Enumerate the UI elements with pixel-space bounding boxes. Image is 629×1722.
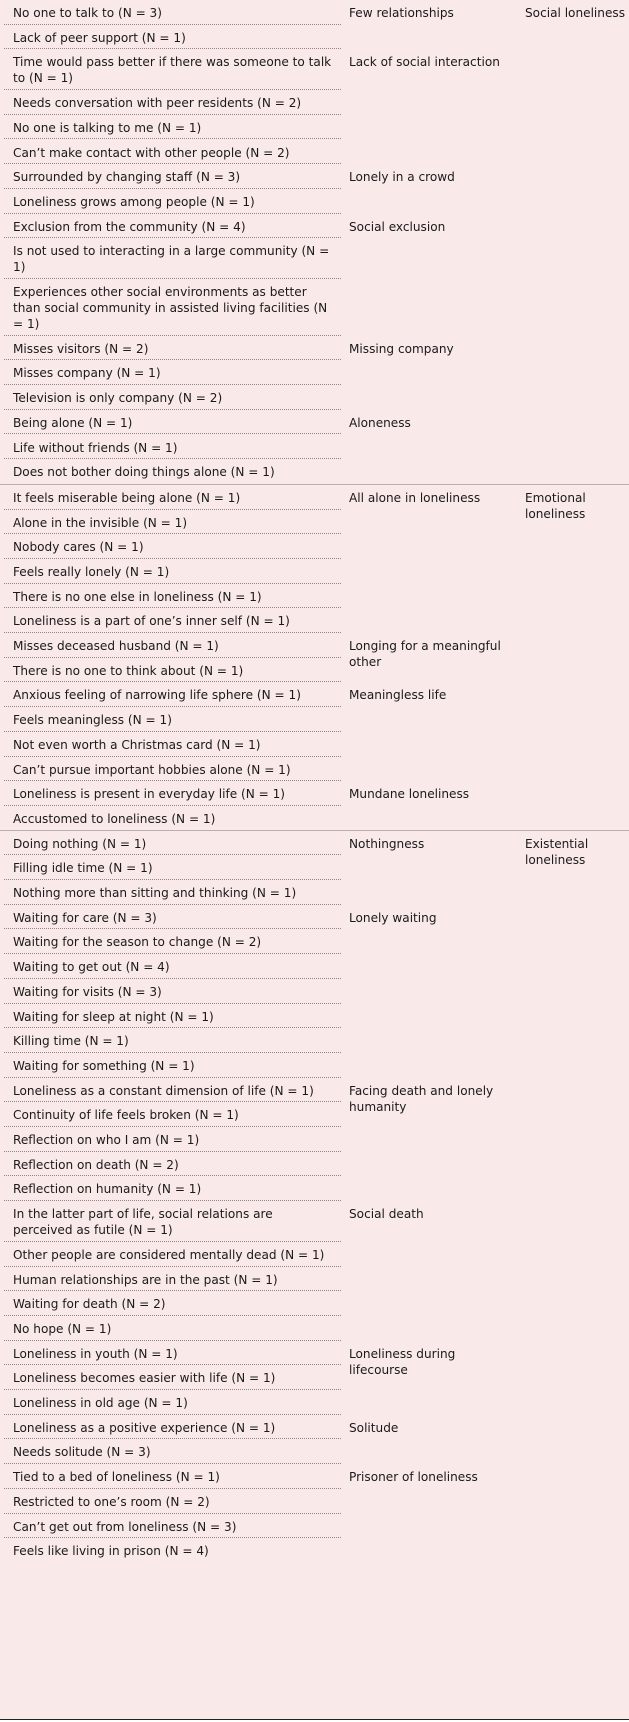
- item-cell: Exclusion from the community (N = 4): [4, 214, 341, 239]
- item-cell: Anxious feeling of narrowing life sphere (N = 1): [4, 682, 341, 707]
- item-cell: Needs conversation with peer residents (N = 2): [4, 90, 341, 115]
- subtheme-label: Lonely waiting: [349, 910, 437, 925]
- item-cell: Needs solitude (N = 3): [4, 1439, 341, 1464]
- item-cell: Feels meaningless (N = 1): [4, 707, 341, 732]
- item-cell: Reflection on who I am (N = 1): [4, 1127, 341, 1152]
- item-cell: Can’t get out from loneliness (N = 3): [4, 1514, 341, 1539]
- item-cell: Can’t pursue important hobbies alone (N = 1): [4, 757, 341, 782]
- item-cell: Being alone (N = 1): [4, 410, 341, 435]
- item-cell: Misses company (N = 1): [4, 360, 341, 385]
- item-cell: Misses visitors (N = 2): [4, 336, 341, 361]
- item-cell: Can’t make contact with other people (N = 2): [4, 140, 341, 165]
- subtheme-label: Lonely in a crowd: [349, 170, 455, 185]
- item-cell: Waiting for death (N = 2): [4, 1291, 341, 1316]
- item-cell: Feels like living in prison (N = 4): [13, 1544, 209, 1559]
- item-cell: Alone in the invisible (N = 1): [4, 510, 341, 535]
- item-cell: Waiting for something (N = 1): [4, 1053, 341, 1078]
- theme-label: Existential loneliness: [525, 836, 589, 867]
- item-cell: No hope (N = 1): [4, 1316, 341, 1341]
- item-cell: Waiting for care (N = 3): [4, 905, 341, 930]
- item-cell: Waiting for the season to change (N = 2): [4, 929, 341, 954]
- theme-group: [0, 484, 629, 831]
- item-cell: Waiting to get out (N = 4): [4, 954, 341, 979]
- item-cell: It feels miserable being alone (N = 1): [4, 485, 341, 510]
- item-cell: Is not used to interacting in a large community (N = 1): [4, 238, 341, 279]
- item-cell: Feels really lonely (N = 1): [4, 559, 341, 584]
- subtheme-label: All alone in loneliness: [349, 490, 481, 505]
- item-cell: Television is only company (N = 2): [4, 385, 341, 410]
- item-cell: Loneliness grows among people (N = 1): [4, 189, 341, 214]
- item-cell: Surrounded by changing staff (N = 3): [4, 164, 341, 189]
- item-cell: No one to talk to (N = 3): [4, 0, 341, 25]
- item-cell: Does not bother doing things alone (N = 1): [13, 465, 275, 480]
- item-cell: Loneliness is a part of one’s inner self (N = 1): [4, 608, 341, 633]
- item-cell: Waiting for sleep at night (N = 1): [4, 1004, 341, 1029]
- item-cell: Loneliness as a positive experience (N = 1): [4, 1415, 341, 1440]
- item-cell: Doing nothing (N = 1): [4, 831, 341, 856]
- subtheme-label: Nothingness: [349, 836, 425, 851]
- item-cell: Loneliness becomes easier with life (N = 1): [4, 1365, 341, 1390]
- theme-label: Social loneliness: [525, 6, 625, 20]
- theme-group: [0, 0, 629, 484]
- subtheme-label: Lack of social interaction: [349, 55, 500, 70]
- item-cell: Loneliness in youth (N = 1): [4, 1341, 341, 1366]
- item-cell: No one is talking to me (N = 1): [4, 115, 341, 140]
- item-cell: There is no one else in loneliness (N = 1): [4, 584, 341, 609]
- item-cell: Misses deceased husband (N = 1): [4, 633, 341, 658]
- item-cell: In the latter part of life, social relations are perceived as futile (N = 1): [4, 1201, 341, 1242]
- item-cell: Not even worth a Christmas card (N = 1): [4, 732, 341, 757]
- subtheme-label: Few relationships: [349, 6, 454, 20]
- item-cell: Time would pass better if there was someone to talk to (N = 1): [4, 49, 341, 90]
- item-cell: Reflection on humanity (N = 1): [4, 1176, 341, 1201]
- item-cell: Killing time (N = 1): [4, 1028, 341, 1053]
- item-cell: Tied to a bed of loneliness (N = 1): [4, 1464, 341, 1489]
- theme-group: [0, 830, 629, 1563]
- item-cell: Life without friends (N = 1): [4, 435, 341, 460]
- item-cell: Nobody cares (N = 1): [4, 534, 341, 559]
- subtheme-label: Solitude: [349, 1420, 399, 1435]
- item-cell: Nothing more than sitting and thinking (N = 1): [4, 880, 341, 905]
- subtheme-label: Longing for a meaningful other: [349, 639, 501, 670]
- subtheme-label: Social exclusion: [349, 219, 446, 234]
- item-cell: Experiences other social environments as better than social community in assisted living facilities (N = 1): [4, 279, 341, 336]
- item-cell: Accustomed to loneliness (N = 1): [13, 811, 216, 826]
- subtheme-label: Mundane loneliness: [349, 787, 470, 802]
- item-cell: Loneliness in old age (N = 1): [4, 1390, 341, 1415]
- item-cell: Restricted to one’s room (N = 2): [4, 1489, 341, 1514]
- item-cell: Continuity of life feels broken (N = 1): [4, 1102, 341, 1127]
- item-cell: Waiting for visits (N = 3): [4, 979, 341, 1004]
- subtheme-label: Meaningless life: [349, 688, 447, 703]
- item-cell: Human relationships are in the past (N = 1): [4, 1267, 341, 1292]
- item-cell: Other people are considered mentally dead (N = 1): [4, 1242, 341, 1267]
- item-cell: Loneliness as a constant dimension of life (N = 1): [4, 1078, 341, 1103]
- item-cell: Filling idle time (N = 1): [4, 855, 341, 880]
- subtheme-label: Social death: [349, 1207, 424, 1222]
- item-cell: There is no one to think about (N = 1): [4, 658, 341, 683]
- subtheme-label: Prisoner of loneliness: [349, 1470, 478, 1485]
- subtheme-label: Facing death and lonely humanity: [349, 1083, 494, 1114]
- item-cell: Loneliness is present in everyday life (N = 1): [4, 781, 341, 806]
- subtheme-label: Aloneness: [349, 415, 411, 430]
- theme-label: Emotional loneliness: [525, 490, 586, 521]
- subtheme-label: Loneliness during lifecourse: [349, 1346, 456, 1377]
- item-cell: Reflection on death (N = 2): [4, 1152, 341, 1177]
- subtheme-label: Missing company: [349, 341, 454, 356]
- item-cell: Lack of peer support (N = 1): [4, 25, 341, 50]
